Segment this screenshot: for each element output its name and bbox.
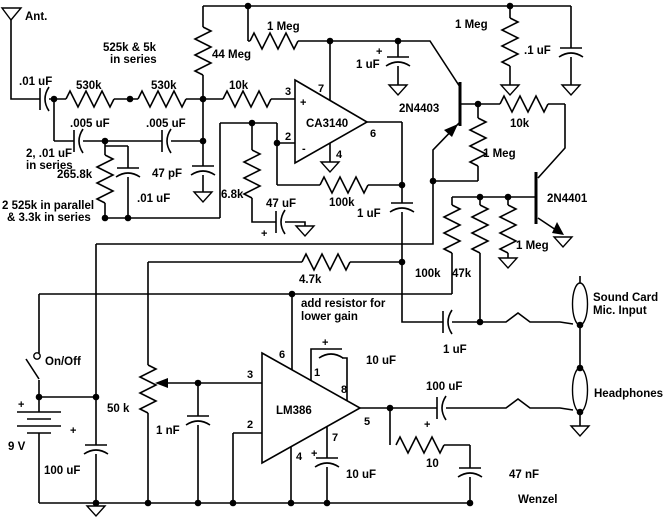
label-headphones: Headphones — [594, 388, 664, 400]
label-1meg-bias: 1 Meg — [483, 148, 516, 160]
resistor-1meg-feedback — [250, 33, 298, 49]
label-6p8k: 6.8k — [221, 189, 244, 201]
label-mic-1: Sound Card — [593, 292, 659, 304]
wire-q1-bias — [433, 104, 565, 181]
cap-100uf-filter — [84, 445, 108, 454]
label-9v: 9 V — [8, 441, 26, 453]
label-1uf-supply: 1 uF — [356, 59, 380, 71]
label-ca3140: CA3140 — [306, 118, 349, 130]
ground-icon — [389, 85, 407, 95]
resistor-265p8k — [97, 155, 113, 203]
label-1uf-mid: 1 uF — [357, 208, 381, 220]
note-parallel-2: & 3.3k in series — [7, 212, 91, 224]
wire-mic-line — [452, 276, 580, 426]
cap-p1uf — [559, 48, 583, 57]
ground-icon — [321, 162, 339, 172]
pin-lm386-6: 6 — [279, 349, 286, 361]
label-10k-right: 10k — [510, 118, 530, 130]
label-1meg-base: 1 Meg — [516, 240, 549, 252]
onoff-switch-icon — [34, 353, 40, 359]
resistor-6p8k — [244, 150, 260, 198]
label-47nf: 47 nF — [509, 469, 540, 481]
ground-icon — [554, 237, 572, 247]
ground-icon — [296, 226, 314, 236]
resistor-44meg — [195, 27, 211, 75]
cap-01uf-shunt — [116, 168, 140, 177]
label-47pf: 47 pF — [152, 168, 183, 180]
label-01uf-shunt: .01 uF — [137, 193, 171, 205]
pin-ca3140-6: 6 — [370, 128, 377, 140]
opamp-minus-icon: - — [302, 143, 306, 155]
label-2n4401: 2N4401 — [547, 193, 588, 205]
label-1uf-out: 1 uF — [443, 344, 467, 356]
label-lm386: LM386 — [276, 405, 312, 417]
label-credit: Wenzel — [518, 494, 558, 506]
cap-10uf-bypass — [315, 458, 339, 467]
resistor-10k-right — [500, 96, 548, 112]
label-mic-2: Mic. Input — [593, 305, 647, 317]
cap-1uf-mid — [390, 203, 414, 212]
label-10k-input: 10k — [229, 80, 249, 92]
transistor-2n4403 — [433, 82, 460, 181]
opamp-plus-icon: + — [300, 97, 307, 109]
resistor-1meg-base — [500, 205, 516, 253]
wire-phones-line — [390, 399, 573, 410]
pin-ca3140-7: 7 — [318, 83, 325, 95]
label-10uf-gain: 10 uF — [366, 355, 397, 367]
pin-ca3140-4: 4 — [336, 149, 343, 161]
label-50k: 50 k — [107, 403, 130, 415]
headphones-jack-icon — [573, 368, 588, 412]
cap-10uf-gain — [319, 349, 343, 358]
label-44meg: 44 Meg — [212, 49, 251, 61]
label-530k-1: 530k — [76, 80, 102, 92]
label-1meg-fb: 1 Meg — [267, 21, 300, 33]
resistor-100k-feedback — [320, 177, 368, 193]
mic-jack-icon — [573, 283, 588, 325]
ground-icon — [87, 506, 105, 516]
cap-plus-icon: + — [70, 425, 77, 437]
potentiometer-50k — [140, 365, 156, 413]
cap-47pf — [191, 166, 215, 175]
battery-9v-icon — [17, 412, 61, 433]
battery-plus-icon: + — [18, 399, 25, 411]
cap-1uf-supply — [386, 57, 410, 66]
label-antenna: Ant. — [25, 11, 48, 23]
label-47k: 47k — [452, 268, 472, 280]
label-p1uf: .1 uF — [524, 45, 551, 57]
pin-lm386-7: 7 — [332, 432, 339, 444]
resistor-10ohm — [396, 437, 444, 453]
pot-wiper-arrow-icon — [155, 378, 168, 388]
pin-lm386-1: 1 — [314, 367, 321, 379]
ground-icon — [501, 85, 519, 95]
label-100uf-out: 100 uF — [426, 381, 463, 393]
pin-lm386-8: 8 — [341, 384, 348, 396]
note-series-2: in series — [110, 54, 157, 66]
wire-q2-base — [452, 197, 536, 322]
cap-005uf-2 — [162, 129, 171, 153]
pin-lm386-5: 5 — [364, 416, 371, 428]
note-cap-2: in series — [26, 160, 73, 172]
label-265k: 265.8k — [57, 169, 93, 181]
cap-plus-icon: + — [424, 419, 431, 431]
ground-icon — [571, 426, 589, 436]
resistor-530k-1 — [66, 91, 114, 107]
junction-dots — [36, 3, 584, 507]
resistor-530k-2 — [138, 91, 186, 107]
cap-input-01uf — [40, 87, 49, 111]
note-gain-2: lower gain — [301, 311, 358, 323]
cap-1nf — [186, 416, 210, 425]
label-47uf: 47 uF — [266, 198, 297, 210]
cap-47nf — [458, 468, 482, 477]
antenna-icon — [2, 8, 21, 20]
label-4p7k: 4.7k — [299, 274, 322, 286]
label-100uf-filter: 100 uF — [44, 465, 81, 477]
resistor-100k-divider — [444, 205, 460, 253]
label-10ohm: 10 — [426, 458, 439, 470]
note-gain: add resistor for — [301, 298, 386, 310]
pin-ca3140-2: 2 — [285, 131, 292, 143]
wire-vplus — [39, 253, 452, 370]
label-1meg-topright: 1 Meg — [455, 19, 488, 31]
pin-lm386-4: 4 — [296, 451, 303, 463]
cap-plus-icon: + — [376, 46, 383, 58]
ground-icon — [562, 85, 580, 95]
label-100k-div: 100k — [415, 268, 441, 280]
label-cap-input: .01 uF — [19, 76, 53, 88]
label-10uf-bypass: 10 uF — [346, 469, 377, 481]
pnp-emitter-arrow-icon — [444, 124, 458, 137]
label-1nf: 1 nF — [156, 425, 180, 437]
pin-lm386-3: 3 — [247, 369, 254, 381]
note-cap: 2, .01 uF — [26, 148, 73, 160]
cap-plus-icon: + — [322, 337, 329, 349]
pin-lm386-2: 2 — [247, 419, 254, 431]
cap-100uf-out — [437, 396, 446, 420]
cap-47uf — [276, 210, 285, 234]
note-series: 525k & 5k — [103, 42, 157, 54]
label-100k-fb: 100k — [329, 197, 355, 209]
resistor-1meg-topright — [502, 18, 518, 66]
wire-power — [26, 294, 470, 503]
resistor-10k-input — [223, 91, 271, 107]
note-parallel: 2 525k in parallel — [2, 200, 95, 212]
resistors — [66, 18, 548, 453]
cap-plus-icon: + — [311, 448, 318, 460]
cap-005uf-1 — [74, 129, 83, 153]
resistor-4p7k — [302, 254, 350, 270]
label-530k-2: 530k — [151, 80, 177, 92]
ground-icon — [194, 192, 212, 202]
pin-ca3140-3: 3 — [285, 86, 292, 98]
wire-opamp-out — [330, 122, 443, 322]
label-onoff: On/Off — [45, 356, 81, 368]
label-005uf-1: .005 uF — [70, 118, 110, 130]
label-2n4403: 2N4403 — [399, 103, 440, 115]
cap-1uf-out — [443, 310, 452, 334]
resistor-47k — [472, 205, 488, 253]
label-005uf-2: .005 uF — [146, 118, 186, 130]
cap-plus-icon: + — [261, 228, 268, 240]
ground-icon — [499, 258, 517, 268]
